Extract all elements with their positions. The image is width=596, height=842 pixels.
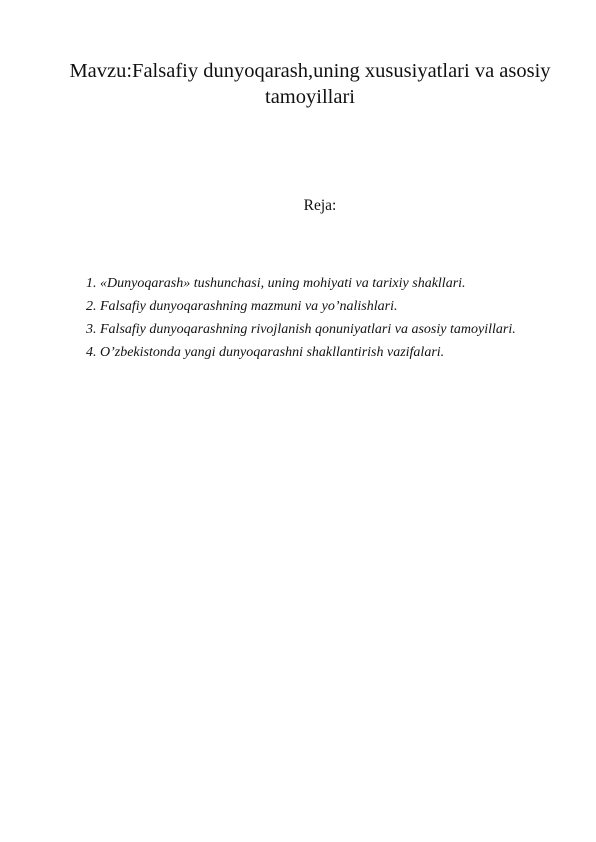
plan-item-3: 3. Falsafiy dunyoqarashning rivojlanish qonuniyatlari va asosiy tamoyillari.	[86, 322, 516, 337]
plan-item-4: 4. O’zbekistonda yangi dunyoqarashni shakllantirish vazifalari.	[86, 345, 445, 360]
document-title: Mavzu:Falsafiy dunyoqarash,uning xususiyatlari va asosiy tamoyillari	[69, 60, 551, 108]
plan-heading: Reja:	[303, 197, 337, 214]
plan-list	[86, 272, 526, 364]
plan-item-2: 2. Falsafiy dunyoqarashning mazmuni va yo’nalishlari.	[86, 299, 398, 314]
plan-item-1: 1. «Dunyoqarash» tushunchasi, uning mohiyati va tarixiy shakllari.	[86, 276, 466, 291]
